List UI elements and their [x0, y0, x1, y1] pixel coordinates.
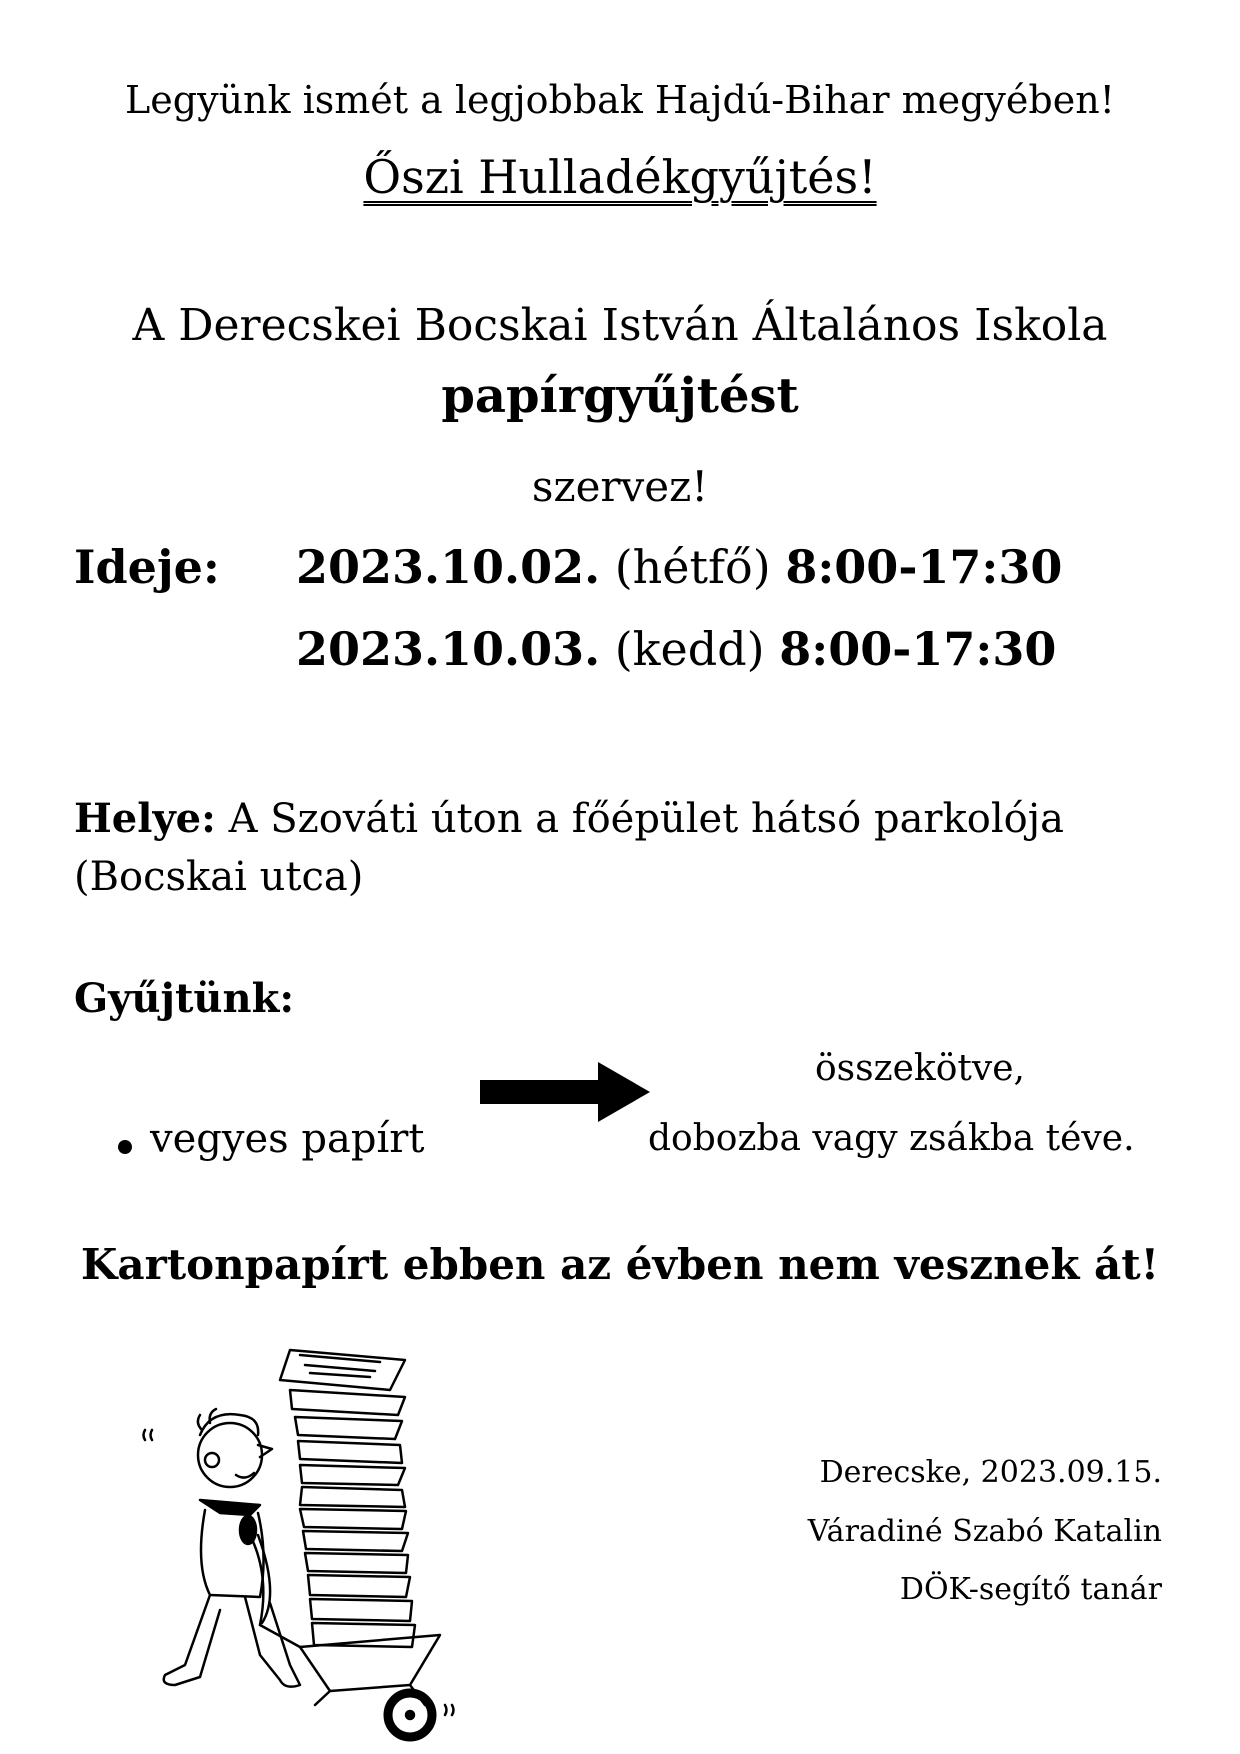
page-title-text: Őszi Hulladékgyűjtés! [363, 150, 877, 204]
activity-verb: szervez! [531, 462, 709, 511]
page-title [0, 150, 1240, 204]
location-text: A Szováti úton a főépület hátsó parkolója [228, 796, 1064, 842]
signature-place-date: Derecske, 2023.09.15. [819, 1455, 1162, 1490]
tagline: Legyünk ismét a legjobbak Hajdú-Bihar megyében! [125, 78, 1115, 122]
signature-role: DÖK-segítő tanár [899, 1572, 1162, 1607]
collection-note-line2: dobozba vagy zsákba téve. [648, 1118, 1135, 1159]
school-name: A Derecskei Bocskai István Általános Iskola [132, 300, 1108, 351]
schedule-day: (hétfő) [614, 540, 771, 594]
schedule-day: (kedd) [614, 622, 765, 676]
warning-text: Kartonpapírt ebben az évben nem vesznek át! [80, 1240, 1160, 1289]
schedule-row [296, 622, 1056, 676]
location-label: Helye: [74, 795, 216, 842]
schedule-label: Ideje: [74, 540, 220, 594]
signature-name: Váradiné Szabó Katalin [807, 1514, 1162, 1549]
activity-name: papírgyűjtést [441, 368, 799, 424]
schedule-date: 2023.10.02. [296, 540, 601, 594]
collection-heading: Gyűjtünk: [74, 975, 295, 1022]
schedule-row [296, 540, 1062, 594]
collection-item: vegyes papírt [150, 1116, 425, 1162]
collection-note-line1: összekötve, [815, 1048, 1025, 1089]
boy-pushing-wheelbarrow-icon [140, 1335, 540, 1745]
schedule-time: 8:00-17:30 [785, 540, 1063, 594]
paper-stack [280, 1350, 415, 1647]
boy [164, 1409, 300, 1687]
location [74, 790, 1174, 906]
location-street: (Bocskai utca) [74, 854, 364, 900]
schedule-time: 8:00-17:30 [779, 622, 1057, 676]
right-arrow-icon [480, 1062, 650, 1122]
schedule-date: 2023.10.03. [296, 622, 601, 676]
bullet-icon [118, 1140, 132, 1154]
